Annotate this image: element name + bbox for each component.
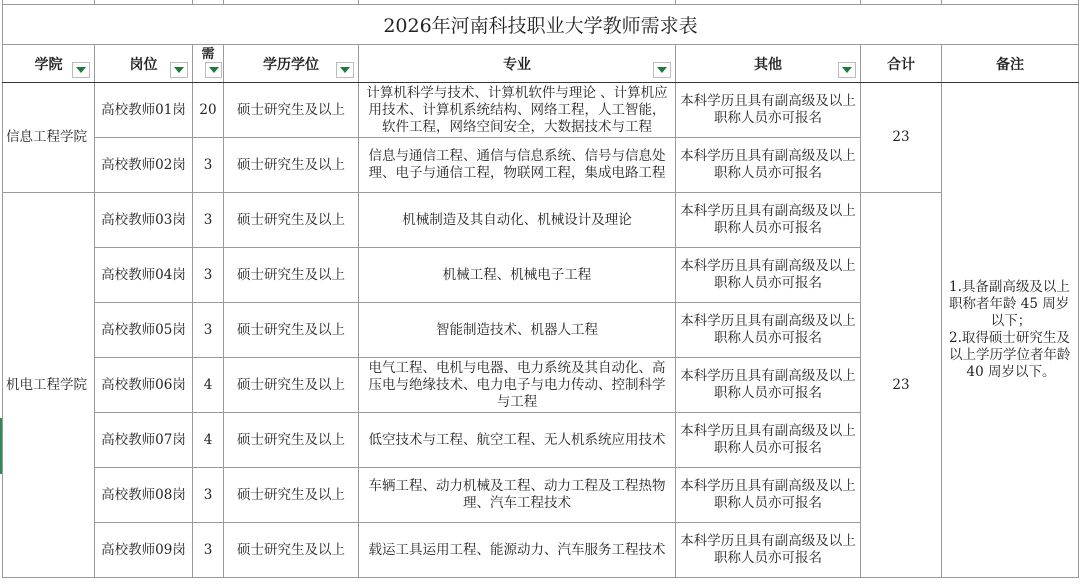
count-cell[interactable]: 4 <box>193 358 224 413</box>
position-cell[interactable]: 高校教师02岗 <box>95 138 193 193</box>
degree-cell[interactable]: 硕士研究生及以上 <box>224 248 359 303</box>
other-cell[interactable]: 本科学历且具有副高级及以上职称人员亦可报名 <box>676 358 861 413</box>
position-cell[interactable]: 高校教师08岗 <box>95 468 193 523</box>
degree-cell[interactable]: 硕士研究生及以上 <box>224 138 359 193</box>
major-cell[interactable]: 信息与通信工程、通信与信息系统、信号与信息处理、电子与通信工程，物联网工程，集成电路工程 <box>359 138 676 193</box>
header-position: 岗位 <box>95 45 193 83</box>
table-row[interactable] <box>3 193 1079 248</box>
major-cell[interactable]: 智能制造技术、机器人工程 <box>359 303 676 358</box>
header-total: 合计 <box>861 45 942 83</box>
degree-cell[interactable]: 硕士研究生及以上 <box>224 83 359 138</box>
degree-cell[interactable]: 硕士研究生及以上 <box>224 468 359 523</box>
total-cell[interactable]: 23 <box>861 83 942 193</box>
remark-line: 职称者年龄 45 周岁 <box>949 296 1070 312</box>
degree-cell[interactable]: 硕士研究生及以上 <box>224 413 359 468</box>
other-cell[interactable]: 本科学历且具有副高级及以上职称人员亦可报名 <box>676 523 861 578</box>
remark-line: 40 周岁以下。 <box>966 364 1056 380</box>
position-cell[interactable]: 高校教师05岗 <box>95 303 193 358</box>
major-cell[interactable]: 机械制造及其自动化、机械设计及理论 <box>359 193 676 248</box>
degree-cell[interactable]: 硕士研究生及以上 <box>224 523 359 578</box>
count-cell[interactable]: 3 <box>193 193 224 248</box>
position-cell[interactable]: 高校教师01岗 <box>95 83 193 138</box>
other-cell[interactable]: 本科学历且具有副高级及以上职称人员亦可报名 <box>676 303 861 358</box>
filter-dropdown-icon[interactable] <box>838 62 856 78</box>
filter-dropdown-icon[interactable] <box>205 62 222 78</box>
header-college: 学院 <box>3 45 95 83</box>
position-cell[interactable]: 高校教师04岗 <box>95 248 193 303</box>
filter-dropdown-icon[interactable] <box>653 62 671 78</box>
header-other: 其他 <box>676 45 861 83</box>
header-row <box>3 45 1079 83</box>
count-cell[interactable]: 3 <box>193 523 224 578</box>
major-cell[interactable]: 载运工具运用工程、能源动力、汽车服务工程技术 <box>359 523 676 578</box>
position-cell[interactable]: 高校教师06岗 <box>95 358 193 413</box>
other-cell[interactable]: 本科学历且具有副高级及以上职称人员亦可报名 <box>676 193 861 248</box>
table-title: 2026年河南科技职业大学教师需求表 <box>3 5 1079 45</box>
spreadsheet <box>2 0 1078 585</box>
remark-line: 以上学历学位者年龄 <box>949 347 1071 363</box>
other-cell[interactable]: 本科学历且具有副高级及以上职称人员亦可报名 <box>676 413 861 468</box>
total-cell[interactable]: 23 <box>861 193 942 578</box>
college-cell[interactable]: 信息工程学院 <box>3 83 95 193</box>
other-cell[interactable]: 本科学历且具有副高级及以上职称人员亦可报名 <box>676 138 861 193</box>
major-cell[interactable]: 低空技术与工程、航空工程、无人机系统应用技术 <box>359 413 676 468</box>
filter-dropdown-icon[interactable] <box>170 62 188 78</box>
remark-cell[interactable] <box>942 83 1079 578</box>
major-cell[interactable]: 机械工程、机械电子工程 <box>359 248 676 303</box>
count-cell[interactable]: 3 <box>193 138 224 193</box>
major-cell[interactable]: 车辆工程、动力机械及工程、动力工程及工程热物理、汽车工程技术 <box>359 468 676 523</box>
count-cell[interactable]: 20 <box>193 83 224 138</box>
position-cell[interactable]: 高校教师07岗 <box>95 413 193 468</box>
other-cell[interactable]: 本科学历且具有副高级及以上职称人员亦可报名 <box>676 83 861 138</box>
major-cell[interactable]: 电气工程、电机与电器、电力系统及其自动化、高压电与绝缘技术、电力电子与电力传动、控制科学与工程 <box>359 358 676 413</box>
degree-cell[interactable]: 硕士研究生及以上 <box>224 358 359 413</box>
major-cell[interactable]: 计算机科学与技术、计算机软件与理论 、计算机应用技术、计算机系统结构、网络工程，人工智能，软件工程，网络空间安全，大数据技术与工程 <box>359 83 676 138</box>
remark-line: 以下； <box>990 313 1032 329</box>
count-cell[interactable]: 3 <box>193 468 224 523</box>
college-cell[interactable]: 机电工程学院 <box>3 193 95 578</box>
header-major: 专业 <box>359 45 676 83</box>
count-cell[interactable]: 4 <box>193 413 224 468</box>
teacher-demand-table <box>2 0 1079 578</box>
remark-line: 1.具备副高级及以上 <box>949 279 1070 295</box>
filter-dropdown-icon[interactable] <box>72 62 90 78</box>
count-cell[interactable]: 3 <box>193 248 224 303</box>
other-cell[interactable]: 本科学历且具有副高级及以上职称人员亦可报名 <box>676 468 861 523</box>
header-count: 需 <box>193 45 224 83</box>
degree-cell[interactable]: 硕士研究生及以上 <box>224 193 359 248</box>
degree-cell[interactable]: 硕士研究生及以上 <box>224 303 359 358</box>
count-cell[interactable]: 3 <box>193 303 224 358</box>
position-cell[interactable]: 高校教师09岗 <box>95 523 193 578</box>
other-cell[interactable]: 本科学历且具有副高级及以上职称人员亦可报名 <box>676 248 861 303</box>
header-remark: 备注 <box>942 45 1079 83</box>
table-row[interactable] <box>3 83 1079 138</box>
position-cell[interactable]: 高校教师03岗 <box>95 193 193 248</box>
filter-dropdown-icon[interactable] <box>336 62 354 78</box>
header-degree: 学历学位 <box>224 45 359 83</box>
remark-line: 2.取得硕士研究生及 <box>949 330 1070 346</box>
